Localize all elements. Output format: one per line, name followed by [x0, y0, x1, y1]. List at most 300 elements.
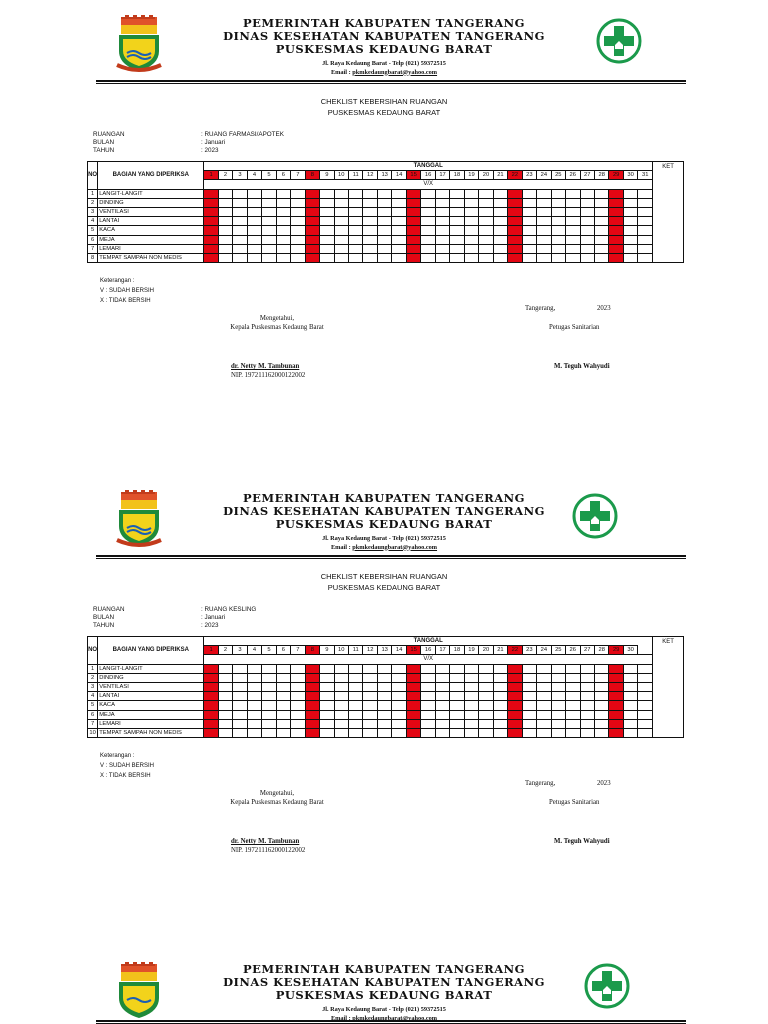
check-cell[interactable] [218, 728, 232, 737]
check-cell[interactable] [377, 682, 391, 691]
check-cell[interactable] [421, 710, 435, 719]
check-cell[interactable] [508, 710, 522, 719]
check-cell[interactable] [551, 728, 565, 737]
check-cell[interactable] [320, 710, 334, 719]
check-cell[interactable] [508, 719, 522, 728]
check-cell[interactable] [349, 198, 363, 207]
check-cell[interactable] [551, 682, 565, 691]
check-cell[interactable] [623, 253, 637, 262]
check-cell[interactable] [276, 207, 290, 216]
check-cell[interactable] [291, 710, 305, 719]
check-cell[interactable] [464, 253, 478, 262]
check-cell[interactable] [291, 244, 305, 253]
check-cell[interactable] [580, 217, 594, 226]
check-cell[interactable] [580, 198, 594, 207]
email-link[interactable]: pkmkedaungbarat@yahoo.com [352, 543, 438, 551]
check-cell[interactable] [493, 701, 507, 710]
check-cell[interactable] [508, 244, 522, 253]
check-cell[interactable] [508, 728, 522, 737]
check-cell[interactable] [551, 692, 565, 701]
check-cell[interactable] [204, 226, 218, 235]
check-cell[interactable] [479, 701, 493, 710]
check-cell[interactable] [262, 664, 276, 673]
check-cell[interactable] [406, 207, 420, 216]
check-cell[interactable] [435, 692, 449, 701]
check-cell[interactable] [392, 664, 406, 673]
check-cell[interactable] [580, 692, 594, 701]
check-cell[interactable] [638, 226, 653, 235]
check-cell[interactable] [334, 710, 348, 719]
check-cell[interactable] [334, 692, 348, 701]
check-cell[interactable] [566, 728, 580, 737]
check-cell[interactable] [334, 253, 348, 262]
check-cell[interactable] [377, 719, 391, 728]
check-cell[interactable] [406, 719, 420, 728]
check-cell[interactable] [479, 682, 493, 691]
check-cell[interactable] [450, 701, 464, 710]
check-cell[interactable] [464, 710, 478, 719]
check-cell[interactable] [594, 235, 608, 244]
check-cell[interactable] [377, 701, 391, 710]
check-cell[interactable] [580, 244, 594, 253]
check-cell[interactable] [377, 728, 391, 737]
check-cell[interactable] [406, 189, 420, 198]
check-cell[interactable] [609, 217, 623, 226]
check-cell[interactable] [218, 226, 232, 235]
check-cell[interactable] [276, 701, 290, 710]
check-cell[interactable] [508, 226, 522, 235]
check-cell[interactable] [421, 217, 435, 226]
check-cell[interactable] [218, 673, 232, 682]
check-cell[interactable] [435, 226, 449, 235]
check-cell[interactable] [623, 682, 637, 691]
check-cell[interactable] [522, 198, 536, 207]
check-cell[interactable] [305, 710, 319, 719]
check-cell[interactable] [233, 198, 247, 207]
check-cell[interactable] [623, 728, 637, 737]
check-cell[interactable] [305, 692, 319, 701]
check-cell[interactable] [291, 682, 305, 691]
check-cell[interactable] [580, 226, 594, 235]
check-cell[interactable] [363, 189, 377, 198]
check-cell[interactable] [566, 673, 580, 682]
check-cell[interactable] [450, 244, 464, 253]
check-cell[interactable] [623, 710, 637, 719]
check-cell[interactable] [233, 710, 247, 719]
check-cell[interactable] [247, 226, 261, 235]
check-cell[interactable] [493, 728, 507, 737]
check-cell[interactable] [566, 719, 580, 728]
check-cell[interactable] [623, 198, 637, 207]
check-cell[interactable] [406, 673, 420, 682]
check-cell[interactable] [334, 719, 348, 728]
check-cell[interactable] [204, 189, 218, 198]
check-cell[interactable] [479, 253, 493, 262]
check-cell[interactable] [508, 198, 522, 207]
check-cell[interactable] [392, 692, 406, 701]
check-cell[interactable] [508, 253, 522, 262]
check-cell[interactable] [594, 226, 608, 235]
check-cell[interactable] [334, 198, 348, 207]
check-cell[interactable] [204, 719, 218, 728]
check-cell[interactable] [435, 710, 449, 719]
check-cell[interactable] [450, 728, 464, 737]
check-cell[interactable] [406, 664, 420, 673]
check-cell[interactable] [537, 217, 551, 226]
check-cell[interactable] [262, 244, 276, 253]
check-cell[interactable] [421, 226, 435, 235]
check-cell[interactable] [580, 235, 594, 244]
check-cell[interactable] [305, 235, 319, 244]
check-cell[interactable] [392, 701, 406, 710]
check-cell[interactable] [493, 226, 507, 235]
check-cell[interactable] [406, 198, 420, 207]
check-cell[interactable] [580, 682, 594, 691]
check-cell[interactable] [435, 244, 449, 253]
check-cell[interactable] [594, 701, 608, 710]
check-cell[interactable] [508, 207, 522, 216]
check-cell[interactable] [464, 226, 478, 235]
check-cell[interactable] [594, 207, 608, 216]
check-cell[interactable] [276, 253, 290, 262]
check-cell[interactable] [305, 226, 319, 235]
check-cell[interactable] [638, 189, 653, 198]
check-cell[interactable] [392, 217, 406, 226]
check-cell[interactable] [566, 664, 580, 673]
check-cell[interactable] [435, 701, 449, 710]
check-cell[interactable] [609, 701, 623, 710]
check-cell[interactable] [247, 217, 261, 226]
check-cell[interactable] [638, 701, 653, 710]
check-cell[interactable] [334, 244, 348, 253]
check-cell[interactable] [377, 244, 391, 253]
check-cell[interactable] [377, 207, 391, 216]
check-cell[interactable] [522, 673, 536, 682]
check-cell[interactable] [320, 226, 334, 235]
check-cell[interactable] [204, 244, 218, 253]
check-cell[interactable] [450, 682, 464, 691]
check-cell[interactable] [479, 217, 493, 226]
check-cell[interactable] [522, 189, 536, 198]
check-cell[interactable] [276, 728, 290, 737]
check-cell[interactable] [392, 728, 406, 737]
check-cell[interactable] [623, 244, 637, 253]
check-cell[interactable] [609, 710, 623, 719]
check-cell[interactable] [623, 207, 637, 216]
check-cell[interactable] [566, 682, 580, 691]
check-cell[interactable] [609, 189, 623, 198]
check-cell[interactable] [566, 710, 580, 719]
check-cell[interactable] [291, 217, 305, 226]
check-cell[interactable] [493, 198, 507, 207]
check-cell[interactable] [421, 253, 435, 262]
check-cell[interactable] [566, 253, 580, 262]
check-cell[interactable] [320, 189, 334, 198]
check-cell[interactable] [609, 719, 623, 728]
check-cell[interactable] [363, 217, 377, 226]
check-cell[interactable] [623, 692, 637, 701]
check-cell[interactable] [435, 664, 449, 673]
check-cell[interactable] [247, 719, 261, 728]
check-cell[interactable] [566, 198, 580, 207]
check-cell[interactable] [493, 719, 507, 728]
check-cell[interactable] [580, 207, 594, 216]
check-cell[interactable] [349, 253, 363, 262]
check-cell[interactable] [406, 728, 420, 737]
check-cell[interactable] [291, 207, 305, 216]
check-cell[interactable] [320, 692, 334, 701]
check-cell[interactable] [247, 692, 261, 701]
check-cell[interactable] [493, 682, 507, 691]
check-cell[interactable] [204, 235, 218, 244]
check-cell[interactable] [305, 253, 319, 262]
check-cell[interactable] [537, 235, 551, 244]
check-cell[interactable] [392, 710, 406, 719]
email-link[interactable]: pkmkedaungbarat@yahoo.com [352, 1014, 438, 1022]
check-cell[interactable] [522, 253, 536, 262]
check-cell[interactable] [233, 189, 247, 198]
check-cell[interactable] [233, 664, 247, 673]
check-cell[interactable] [305, 217, 319, 226]
check-cell[interactable] [233, 253, 247, 262]
check-cell[interactable] [537, 701, 551, 710]
check-cell[interactable] [464, 728, 478, 737]
check-cell[interactable] [349, 719, 363, 728]
check-cell[interactable] [218, 235, 232, 244]
check-cell[interactable] [377, 226, 391, 235]
check-cell[interactable] [522, 244, 536, 253]
check-cell[interactable] [493, 664, 507, 673]
check-cell[interactable] [334, 728, 348, 737]
check-cell[interactable] [233, 226, 247, 235]
check-cell[interactable] [551, 244, 565, 253]
check-cell[interactable] [594, 189, 608, 198]
check-cell[interactable] [363, 664, 377, 673]
check-cell[interactable] [450, 253, 464, 262]
check-cell[interactable] [276, 189, 290, 198]
check-cell[interactable] [377, 692, 391, 701]
check-cell[interactable] [334, 226, 348, 235]
check-cell[interactable] [479, 207, 493, 216]
check-cell[interactable] [594, 710, 608, 719]
check-cell[interactable] [594, 728, 608, 737]
check-cell[interactable] [406, 682, 420, 691]
check-cell[interactable] [406, 235, 420, 244]
check-cell[interactable] [479, 719, 493, 728]
check-cell[interactable] [262, 226, 276, 235]
check-cell[interactable] [623, 673, 637, 682]
check-cell[interactable] [291, 235, 305, 244]
check-cell[interactable] [594, 217, 608, 226]
check-cell[interactable] [537, 710, 551, 719]
check-cell[interactable] [247, 701, 261, 710]
check-cell[interactable] [566, 207, 580, 216]
check-cell[interactable] [450, 235, 464, 244]
check-cell[interactable] [392, 682, 406, 691]
check-cell[interactable] [349, 217, 363, 226]
check-cell[interactable] [609, 244, 623, 253]
check-cell[interactable] [421, 692, 435, 701]
check-cell[interactable] [262, 207, 276, 216]
check-cell[interactable] [320, 217, 334, 226]
check-cell[interactable] [594, 198, 608, 207]
check-cell[interactable] [377, 235, 391, 244]
check-cell[interactable] [594, 682, 608, 691]
check-cell[interactable] [566, 189, 580, 198]
check-cell[interactable] [450, 207, 464, 216]
check-cell[interactable] [551, 207, 565, 216]
check-cell[interactable] [204, 217, 218, 226]
check-cell[interactable] [377, 673, 391, 682]
check-cell[interactable] [320, 198, 334, 207]
check-cell[interactable] [435, 728, 449, 737]
check-cell[interactable] [551, 189, 565, 198]
check-cell[interactable] [522, 207, 536, 216]
check-cell[interactable] [566, 235, 580, 244]
check-cell[interactable] [363, 198, 377, 207]
check-cell[interactable] [320, 253, 334, 262]
check-cell[interactable] [305, 207, 319, 216]
check-cell[interactable] [392, 253, 406, 262]
check-cell[interactable] [464, 673, 478, 682]
check-cell[interactable] [247, 235, 261, 244]
check-cell[interactable] [349, 701, 363, 710]
check-cell[interactable] [233, 701, 247, 710]
check-cell[interactable] [609, 253, 623, 262]
check-cell[interactable] [623, 217, 637, 226]
check-cell[interactable] [363, 710, 377, 719]
check-cell[interactable] [609, 207, 623, 216]
check-cell[interactable] [334, 217, 348, 226]
check-cell[interactable] [493, 235, 507, 244]
check-cell[interactable] [262, 217, 276, 226]
check-cell[interactable] [406, 217, 420, 226]
check-cell[interactable] [291, 226, 305, 235]
check-cell[interactable] [479, 673, 493, 682]
check-cell[interactable] [464, 682, 478, 691]
check-cell[interactable] [479, 728, 493, 737]
check-cell[interactable] [580, 253, 594, 262]
check-cell[interactable] [204, 710, 218, 719]
check-cell[interactable] [537, 226, 551, 235]
check-cell[interactable] [363, 701, 377, 710]
check-cell[interactable] [537, 728, 551, 737]
check-cell[interactable] [377, 217, 391, 226]
check-cell[interactable] [218, 244, 232, 253]
check-cell[interactable] [551, 719, 565, 728]
check-cell[interactable] [464, 217, 478, 226]
check-cell[interactable] [566, 701, 580, 710]
check-cell[interactable] [349, 728, 363, 737]
check-cell[interactable] [334, 673, 348, 682]
check-cell[interactable] [479, 226, 493, 235]
check-cell[interactable] [638, 253, 653, 262]
check-cell[interactable] [262, 235, 276, 244]
check-cell[interactable] [623, 226, 637, 235]
check-cell[interactable] [363, 673, 377, 682]
check-cell[interactable] [276, 198, 290, 207]
check-cell[interactable] [450, 673, 464, 682]
check-cell[interactable] [493, 217, 507, 226]
check-cell[interactable] [262, 728, 276, 737]
check-cell[interactable] [276, 226, 290, 235]
check-cell[interactable] [580, 710, 594, 719]
check-cell[interactable] [392, 226, 406, 235]
check-cell[interactable] [551, 198, 565, 207]
check-cell[interactable] [204, 253, 218, 262]
check-cell[interactable] [377, 710, 391, 719]
check-cell[interactable] [537, 692, 551, 701]
check-cell[interactable] [551, 710, 565, 719]
check-cell[interactable] [580, 673, 594, 682]
check-cell[interactable] [377, 198, 391, 207]
check-cell[interactable] [421, 719, 435, 728]
check-cell[interactable] [479, 235, 493, 244]
check-cell[interactable] [349, 189, 363, 198]
check-cell[interactable] [305, 244, 319, 253]
check-cell[interactable] [204, 692, 218, 701]
check-cell[interactable] [334, 207, 348, 216]
check-cell[interactable] [247, 710, 261, 719]
check-cell[interactable] [334, 682, 348, 691]
check-cell[interactable] [609, 664, 623, 673]
check-cell[interactable] [479, 664, 493, 673]
check-cell[interactable] [262, 253, 276, 262]
check-cell[interactable] [218, 198, 232, 207]
check-cell[interactable] [247, 682, 261, 691]
check-cell[interactable] [363, 692, 377, 701]
check-cell[interactable] [421, 664, 435, 673]
check-cell[interactable] [233, 692, 247, 701]
check-cell[interactable] [262, 198, 276, 207]
check-cell[interactable] [305, 198, 319, 207]
check-cell[interactable] [609, 673, 623, 682]
check-cell[interactable] [320, 664, 334, 673]
check-cell[interactable] [320, 244, 334, 253]
check-cell[interactable] [435, 189, 449, 198]
check-cell[interactable] [421, 244, 435, 253]
check-cell[interactable] [638, 728, 653, 737]
check-cell[interactable] [594, 244, 608, 253]
check-cell[interactable] [537, 207, 551, 216]
check-cell[interactable] [291, 692, 305, 701]
check-cell[interactable] [334, 189, 348, 198]
check-cell[interactable] [291, 673, 305, 682]
check-cell[interactable] [450, 692, 464, 701]
check-cell[interactable] [204, 664, 218, 673]
check-cell[interactable] [392, 189, 406, 198]
check-cell[interactable] [406, 244, 420, 253]
check-cell[interactable] [551, 701, 565, 710]
check-cell[interactable] [638, 664, 653, 673]
check-cell[interactable] [508, 701, 522, 710]
check-cell[interactable] [522, 701, 536, 710]
check-cell[interactable] [537, 673, 551, 682]
check-cell[interactable] [247, 207, 261, 216]
check-cell[interactable] [638, 673, 653, 682]
check-cell[interactable] [450, 719, 464, 728]
check-cell[interactable] [421, 728, 435, 737]
check-cell[interactable] [450, 710, 464, 719]
check-cell[interactable] [638, 244, 653, 253]
check-cell[interactable] [609, 235, 623, 244]
check-cell[interactable] [349, 235, 363, 244]
check-cell[interactable] [435, 235, 449, 244]
check-cell[interactable] [218, 719, 232, 728]
check-cell[interactable] [580, 664, 594, 673]
check-cell[interactable] [363, 728, 377, 737]
check-cell[interactable] [262, 189, 276, 198]
